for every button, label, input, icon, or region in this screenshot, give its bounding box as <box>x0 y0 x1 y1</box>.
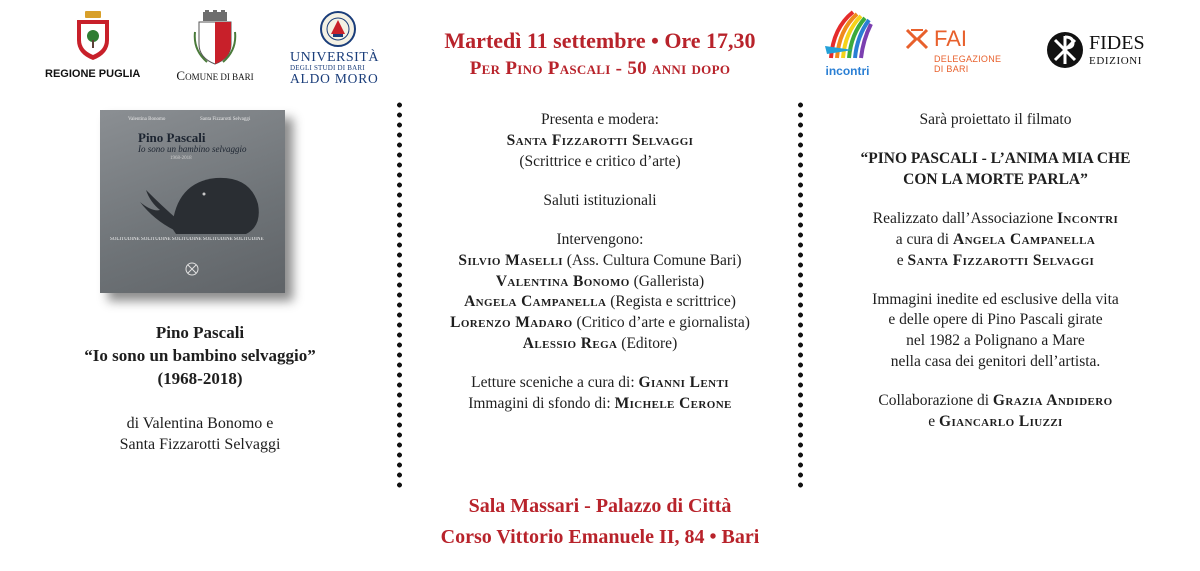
divider-right <box>798 100 803 490</box>
divider-left <box>397 100 402 490</box>
fides-chi-rho-icon <box>1045 30 1085 70</box>
book-cover-subtitle: Io sono un bambino selvaggio <box>138 144 247 154</box>
collaboration-2: e Giancarlo Liuzzi <box>928 413 1063 431</box>
readings-credit: Letture sceniche a cura di: Gianni Lenti <box>471 374 729 392</box>
university-name <box>290 51 385 86</box>
book-authors-line-1: di Valentina Bonomo e <box>126 414 274 432</box>
book-cover-strip: SOLITUDINE SOLITUDINE SOLITUDINE SOLITUDINE SOLITUDINE <box>110 237 264 242</box>
collaboration-1: Collaborazione di Grazia Andidero <box>878 392 1113 410</box>
greetings-label: Saluti istituzionali <box>543 191 657 209</box>
logo-fides <box>1045 30 1175 70</box>
book-years: (1968-2018) <box>157 368 243 388</box>
speaker-row: Valentina Bonomo (Gallerista) <box>495 272 705 290</box>
book-cover-author-1: Valentina Bonomo <box>128 117 166 122</box>
film-desc-3: nel 1982 a Polignano a Mare <box>906 332 1085 350</box>
book-cover-years: 1968-2018 <box>170 156 192 161</box>
event-date: Martedì 11 settembre • Ore 17,30 <box>444 28 756 53</box>
bari-crest-icon <box>193 10 237 66</box>
book-cover-author-2: Santa Fizzarotti Selvaggi <box>200 117 251 122</box>
right-column <box>808 110 1183 433</box>
center-column <box>405 110 795 415</box>
film-title-line-2: CON LA MORTE PARLA” <box>903 170 1088 188</box>
speaker-row: Angela Campanella (Regista e scrittrice) <box>464 293 736 311</box>
speaker-row: Silvio Maselli (Ass. Cultura Comune Bari) <box>458 251 742 269</box>
moderator-role: (Scrittrice e critico d’arte) <box>519 152 681 170</box>
bari-caption: COMUNE DI BARI <box>176 68 254 83</box>
moderator-name: Santa Fizzarotti Selvaggi <box>506 131 694 149</box>
incontri-rainbow-icon <box>823 10 873 68</box>
curated-by-1: a cura di Angela Campanella <box>895 230 1096 248</box>
publisher-emblem-icon <box>185 262 199 276</box>
venue-address: Corso Vittorio Emanuele II, 84 • Bari <box>440 526 760 548</box>
logo-fai <box>905 28 1025 74</box>
puglia-caption: REGIONE PUGLIA <box>45 68 141 80</box>
fai-sub-2: DI BARI <box>934 64 969 74</box>
film-title-line-1: “PINO PASCALI - L’ANIMA MIA CHE <box>860 149 1131 167</box>
book-authors-line-2: Santa Fizzarotti Selvaggi <box>119 436 281 454</box>
fai-title: FAI <box>934 26 968 51</box>
book-cover-title: Pino Pascali <box>138 130 206 145</box>
film-desc-2: e delle opere di Pino Pascali girate <box>888 311 1103 329</box>
film-desc-1: Immagini inedite ed esclusive della vita <box>872 290 1119 308</box>
speaker-row: Alessio Rega (Editore) <box>522 335 678 353</box>
fai-sub-1: DELEGAZIONE <box>934 54 1002 64</box>
logo-comune-bari <box>170 10 260 84</box>
uni-line-3: ALDO MORO <box>290 71 379 86</box>
university-seal-icon <box>319 10 357 48</box>
event-title: Per Pino Pascali - 50 anni dopo <box>469 58 731 79</box>
speakers-heading: Intervengono: <box>556 230 644 248</box>
curated-by-2: e Santa Fizzarotti Selvaggi <box>896 251 1095 269</box>
incontri-caption: incontri <box>825 64 870 78</box>
logo-incontri <box>815 10 880 78</box>
logo-universita-bari <box>290 10 385 86</box>
logo-regione-puglia <box>45 10 140 80</box>
book-title: Pino Pascali <box>155 323 245 342</box>
images-credit: Immagini di sfondo di: Michele Cerone <box>468 395 732 413</box>
left-column <box>60 322 340 456</box>
book-subtitle: “Io sono un bambino selvaggio” <box>84 345 316 365</box>
uni-line-2: DEGLI STUDI DI BARI <box>290 64 365 72</box>
film-intro: Sarà proiettato il filmato <box>919 111 1072 128</box>
presents-label: Presenta e modera: <box>541 111 659 128</box>
venue-name: Sala Massari - Palazzo di Città <box>468 495 732 517</box>
made-by: Realizzato dall’Associazione Incontri <box>872 209 1119 227</box>
fides-title: FIDES <box>1089 32 1145 54</box>
film-desc-4: nella casa dei genitori dell’artista. <box>890 353 1101 371</box>
uni-line-1: UNIVERSITÀ <box>290 50 379 65</box>
fai-mark-icon <box>905 28 929 50</box>
puglia-crest-icon <box>73 10 113 62</box>
book-cover-image <box>100 110 285 293</box>
fides-sub: EDIZIONI <box>1089 55 1143 67</box>
speaker-row: Lorenzo Madaro (Critico d’arte e giornalista) <box>450 314 750 332</box>
